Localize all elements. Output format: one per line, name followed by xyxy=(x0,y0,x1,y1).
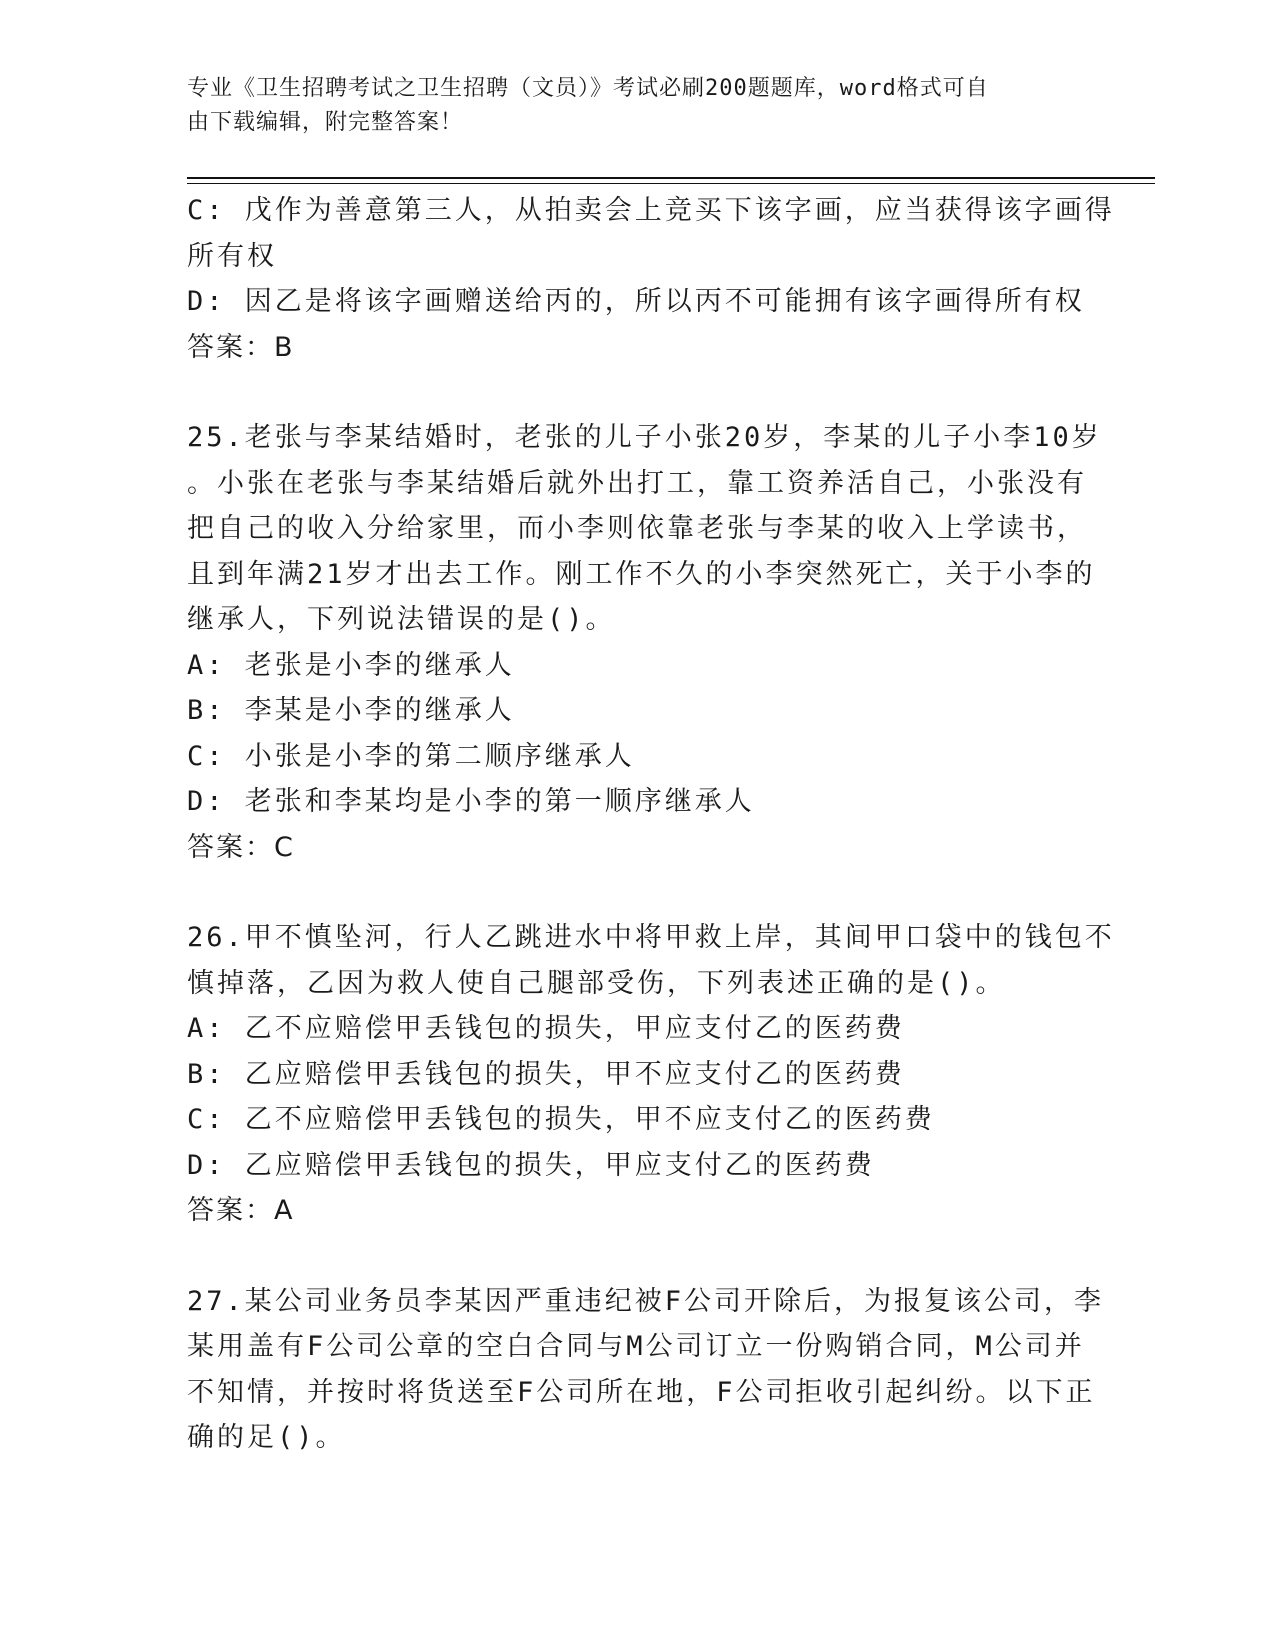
option-a: A: 老张是小李的继承人 xyxy=(187,649,515,681)
question-stem-line: 确的足()。 xyxy=(187,1422,346,1453)
question-24-tail xyxy=(187,188,1115,370)
option-b: B: 乙应赔偿甲丢钱包的损失，甲不应支付乙的医药费 xyxy=(187,1058,905,1090)
question-stem-line: 慎掉落，乙因为救人使自己腿部受伤，下列表述正确的是()。 xyxy=(187,967,1006,999)
question-stem-line: 26.甲不慎坠河，行人乙跳进水中将甲救上岸，其间甲口袋中的钱包不 xyxy=(187,922,1115,953)
question-stem-line: 。小张在老张与李某结婚后就外出打工，靠工资养活自己，小张没有 xyxy=(187,467,1087,499)
question-stem-line: 27.某公司业务员李某因严重违纪被F公司开除后，为报复该公司，李 xyxy=(187,1285,1105,1317)
option-d: D: 因乙是将该字画赠送给丙的，所以丙不可能拥有该字画得所有权 xyxy=(187,286,1085,317)
spacer xyxy=(187,370,1087,415)
header-rule-thick xyxy=(187,177,1155,179)
question-stem-line: 25.老张与李某结婚时，老张的儿子小张20岁，李某的儿子小李10岁 xyxy=(187,422,1102,453)
option-b: B: 李某是小李的继承人 xyxy=(187,695,515,726)
question-27 xyxy=(187,1279,1105,1461)
option-d: D: 乙应赔偿甲丢钱包的损失，甲应支付乙的医药费 xyxy=(187,1149,875,1181)
option-c-line-1: C: 戊作为善意第三人，从拍卖会上竞买下该字画，应当获得该字画得 xyxy=(187,195,1115,226)
header-line-1: 专业《卫生招聘考试之卫生招聘（文员）》考试必刷200题题库，word格式可自 xyxy=(187,76,989,101)
question-stem-line: 某用盖有F公司公章的空白合同与M公司订立一份购销合同，M公司并 xyxy=(187,1331,1085,1362)
header-line-2: 由下载编辑，附完整答案！ xyxy=(187,110,464,135)
option-c: C: 小张是小李的第二顺序继承人 xyxy=(187,740,635,772)
option-c-line-2: 所有权 xyxy=(187,240,277,272)
document-body xyxy=(187,188,1115,1461)
spacer xyxy=(187,870,1087,915)
question-stem-line: 把自己的收入分给家里，而小李则依靠老张与李某的收入上学读书， xyxy=(187,513,1087,544)
document-header xyxy=(187,72,1067,140)
question-stem-line: 且到年满21岁才出去工作。刚工作不久的小李突然死亡，关于小李的 xyxy=(187,558,1096,590)
option-d: D: 老张和李某均是小李的第一顺序继承人 xyxy=(187,786,755,817)
answer: 答案：C xyxy=(187,831,295,863)
answer: 答案：A xyxy=(187,1195,295,1226)
header-rule-thin xyxy=(187,183,1155,184)
option-c: C: 乙不应赔偿甲丢钱包的损失，甲不应支付乙的医药费 xyxy=(187,1104,935,1135)
spacer xyxy=(187,1234,1087,1279)
question-stem-line: 继承人，下列说法错误的是()。 xyxy=(187,604,616,635)
question-stem-line: 不知情，并按时将货送至F公司所在地，F公司拒收引起纠纷。以下正 xyxy=(187,1376,1096,1408)
question-25 xyxy=(187,415,1102,870)
question-26 xyxy=(187,915,1115,1234)
option-a: A: 乙不应赔偿甲丢钱包的损失，甲应支付乙的医药费 xyxy=(187,1013,905,1044)
answer: 答案：B xyxy=(187,331,295,363)
